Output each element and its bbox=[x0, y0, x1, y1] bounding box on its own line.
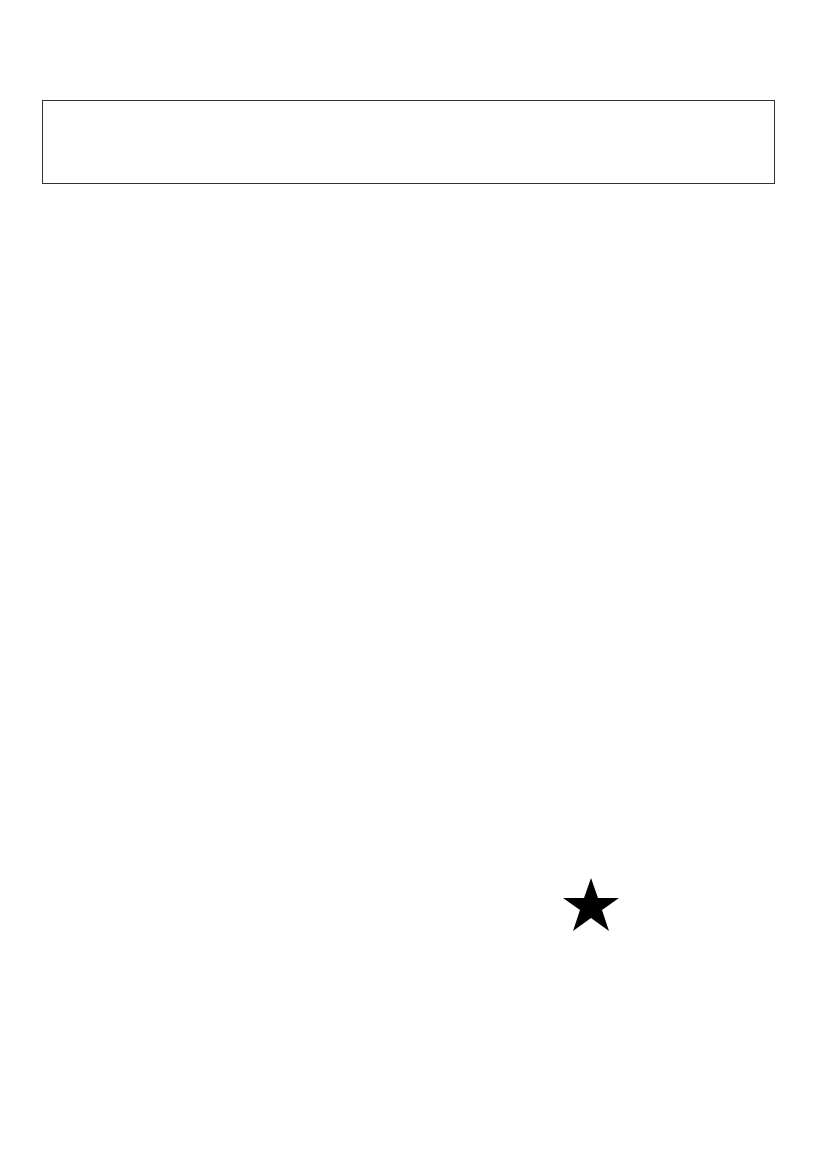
official-seal bbox=[515, 830, 667, 982]
notes-row bbox=[43, 101, 775, 184]
notes-cell bbox=[43, 101, 775, 184]
results-table bbox=[42, 100, 775, 184]
watermark bbox=[140, 441, 615, 840]
star-icon bbox=[563, 878, 619, 931]
